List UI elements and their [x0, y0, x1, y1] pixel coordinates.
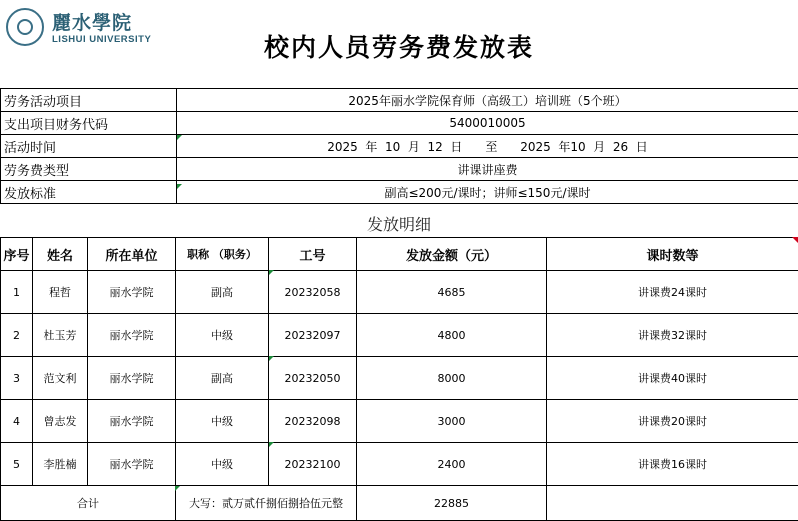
info-row	[1, 158, 798, 181]
total-row	[1, 486, 798, 521]
section-title: 发放明细	[366, 215, 431, 234]
info-value[interactable]: 副高≤200元/课时；讲师≤150元/课时	[177, 181, 798, 204]
header-no: 序号	[1, 238, 33, 271]
table-row	[1, 443, 798, 486]
header-amount: 发放金额（元）	[357, 238, 547, 271]
cell-note-marker	[269, 442, 274, 447]
table-row	[1, 271, 798, 314]
cell-note-marker	[269, 356, 274, 361]
info-row	[1, 89, 798, 112]
total-capital[interactable]: 大写：贰万贰仟捌佰捌拾伍元整	[176, 486, 357, 521]
payment-detail-table	[0, 237, 798, 521]
info-row	[1, 181, 798, 204]
info-table	[0, 88, 798, 204]
cell-no[interactable]: 1	[1, 271, 33, 314]
info-label: 劳务活动项目	[1, 89, 177, 112]
cell-title[interactable]: 中级	[176, 400, 269, 443]
comment-indicator	[792, 237, 798, 243]
cell-unit[interactable]: 丽水学院	[88, 271, 176, 314]
cell-hours[interactable]: 讲课费32课时	[547, 314, 798, 357]
cell-hours[interactable]: 讲课费24课时	[547, 271, 798, 314]
cell-id[interactable]: 20232098	[269, 400, 357, 443]
cell-amount[interactable]: 4800	[357, 314, 547, 357]
total-amount[interactable]: 22885	[357, 486, 547, 521]
cell-no[interactable]: 4	[1, 400, 33, 443]
cell-name[interactable]: 范文利	[33, 357, 88, 400]
cell-amount[interactable]: 4685	[357, 271, 547, 314]
cell-note-marker	[177, 184, 182, 189]
cell-title[interactable]: 副高	[176, 357, 269, 400]
table-row	[1, 357, 798, 400]
info-row	[1, 112, 798, 135]
cell-note-marker	[269, 270, 274, 275]
cell-unit[interactable]: 丽水学院	[88, 314, 176, 357]
logo-name-en: LISHUI UNIVERSITY	[52, 34, 152, 45]
cell-id[interactable]: 20232097	[269, 314, 357, 357]
cell-id[interactable]: 20232100	[269, 443, 357, 486]
total-empty[interactable]	[547, 486, 798, 521]
info-label: 发放标准	[1, 181, 177, 204]
cell-title[interactable]: 中级	[176, 443, 269, 486]
info-row	[1, 135, 798, 158]
cell-amount[interactable]: 3000	[357, 400, 547, 443]
cell-note-marker	[175, 486, 180, 491]
cell-no[interactable]: 2	[1, 314, 33, 357]
cell-hours[interactable]: 讲课费16课时	[547, 443, 798, 486]
info-value[interactable]: 2025 年 10 月 12 日 至 2025 年10 月 26 日	[177, 135, 798, 158]
cell-id[interactable]: 20232050	[269, 357, 357, 400]
page-title: 校内人员劳务费发放表	[263, 33, 534, 62]
header-name: 姓名	[33, 238, 88, 271]
cell-no[interactable]: 5	[1, 443, 33, 486]
cell-id[interactable]: 20232058	[269, 271, 357, 314]
info-label: 劳务费类型	[1, 158, 177, 181]
info-value[interactable]: 5400010005	[177, 112, 798, 135]
cell-amount[interactable]: 2400	[357, 443, 547, 486]
cell-title[interactable]: 副高	[176, 271, 269, 314]
cell-amount[interactable]: 8000	[357, 357, 547, 400]
info-value[interactable]: 2025年丽水学院保育师（高级工）培训班（5个班）	[177, 89, 798, 112]
logo-name-cn: 麗水學院	[52, 12, 133, 34]
cell-name[interactable]: 程哲	[33, 271, 88, 314]
cell-hours[interactable]: 讲课费40课时	[547, 357, 798, 400]
cell-unit[interactable]: 丽水学院	[88, 357, 176, 400]
cell-hours[interactable]: 讲课费20课时	[547, 400, 798, 443]
cell-unit[interactable]: 丽水学院	[88, 443, 176, 486]
header-hours: 课时数等	[547, 238, 798, 271]
info-label: 支出项目财务代码	[1, 112, 177, 135]
cell-note-marker	[177, 135, 182, 140]
table-header-row	[1, 238, 798, 271]
info-label: 活动时间	[1, 135, 177, 158]
cell-name[interactable]: 李胜楠	[33, 443, 88, 486]
table-row	[1, 400, 798, 443]
table-row	[1, 314, 798, 357]
info-value[interactable]: 讲课讲座费	[177, 158, 798, 181]
header-id: 工号	[269, 238, 357, 271]
total-label[interactable]: 合计	[1, 486, 176, 521]
cell-name[interactable]: 杜玉芳	[33, 314, 88, 357]
cell-no[interactable]: 3	[1, 357, 33, 400]
cell-unit[interactable]: 丽水学院	[88, 400, 176, 443]
cell-name[interactable]: 曾志发	[33, 400, 88, 443]
header-title: 职称 （职务）	[176, 238, 269, 271]
header-unit: 所在单位	[88, 238, 176, 271]
cell-title[interactable]: 中级	[176, 314, 269, 357]
